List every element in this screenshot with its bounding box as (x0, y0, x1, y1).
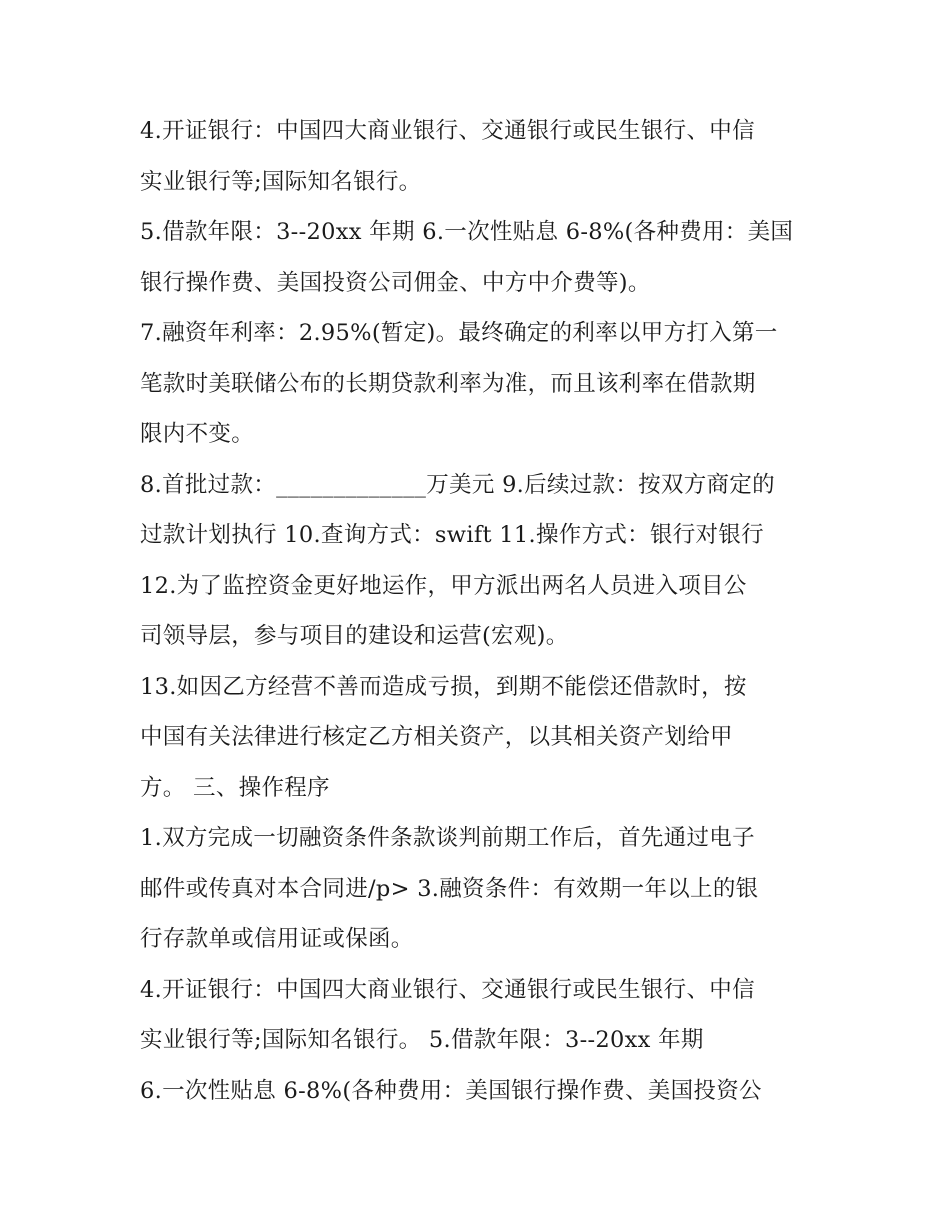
text-line: 8.首批过款：_____________万美元 9.后续过款：按双方商定的 (140, 471, 775, 498)
text-line: 实业银行等;国际知名银行。 5.借款年限：3--20xx 年期 (140, 1027, 704, 1053)
text-line: 12.为了监控资金更好地运作，甲方派出两名人员进入项目公 (140, 572, 747, 599)
text-line: 5.借款年限：3--20xx 年期 6.一次性贴息 6-8%(各种费用：美国 (140, 219, 794, 245)
text-line: 4.开证银行：中国四大商业银行、交通银行或民生银行、中信 (140, 118, 755, 144)
text-line: 1.双方完成一切融资条件条款谈判前期工作后，首先通过电子 (140, 825, 755, 851)
text-line: 方。 三、操作程序 (140, 774, 330, 801)
text-line: 限内不变。 (140, 421, 255, 447)
text-line: 13.如因乙方经营不善而造成亏损，到期不能偿还借款时，按 (140, 673, 747, 700)
text-line: 实业银行等;国际知名银行。 (140, 168, 422, 195)
text-line: 邮件或传真对本合同进/p> 3.融资条件：有效期一年以上的银 (140, 875, 759, 902)
text-line: 6.一次性贴息 6-8%(各种费用：美国银行操作费、美国投资公 (140, 1077, 762, 1104)
text-line: 司领导层，参与项目的建设和运营(宏观)。 (140, 623, 569, 649)
text-line: 笔款时美联储公布的长期贷款利率为准，而且该利率在借款期 (140, 370, 756, 397)
text-line: 中国有关法律进行核定乙方相关资产，以其相关资产划给甲 (140, 724, 733, 750)
text-line: 7.融资年利率：2.95%(暂定)。最终确定的利率以甲方打入第一 (140, 320, 778, 346)
text-line: 银行操作费、美国投资公司佣金、中方中介费等)。 (140, 269, 651, 296)
text-line: 行存款单或信用证或保函。 (140, 926, 414, 952)
text-line: 过款计划执行 10.查询方式：swift 11.操作方式：银行对银行 (140, 522, 764, 548)
document-body (140, 106, 820, 1116)
text-line: 4.开证银行：中国四大商业银行、交通银行或民生银行、中信 (140, 976, 755, 1003)
